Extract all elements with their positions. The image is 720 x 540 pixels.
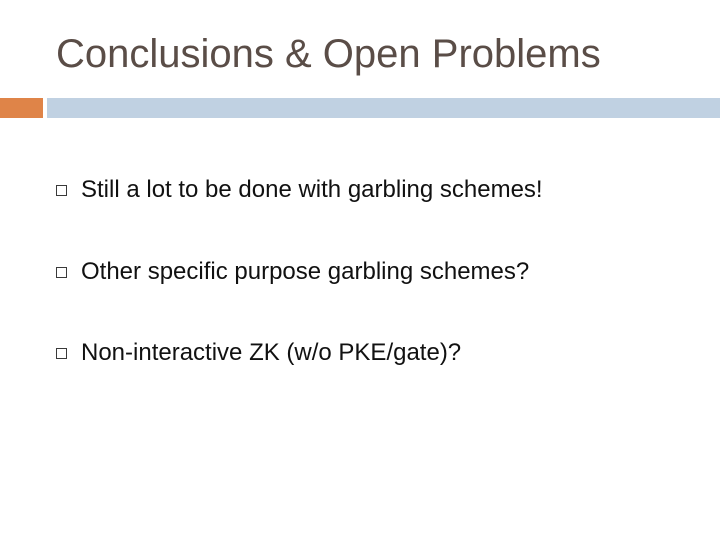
slide-title: Conclusions & Open Problems xyxy=(56,32,601,76)
divider-accent-orange xyxy=(0,98,43,118)
hollow-square-bullet-icon xyxy=(56,348,67,359)
bullet-item xyxy=(56,257,696,287)
bullet-text: Non-interactive ZK (w/o PKE/gate)? xyxy=(81,339,462,366)
hollow-square-bullet-icon xyxy=(56,185,67,196)
bullet-item xyxy=(56,175,696,205)
hollow-square-bullet-icon xyxy=(56,267,67,278)
title-divider xyxy=(0,98,720,118)
bullet-item xyxy=(56,338,696,368)
divider-accent-blue xyxy=(47,98,720,118)
bullet-text: Other specific purpose garbling schemes? xyxy=(81,258,530,285)
bullet-text: Still a lot to be done with garbling schemes! xyxy=(81,176,543,203)
